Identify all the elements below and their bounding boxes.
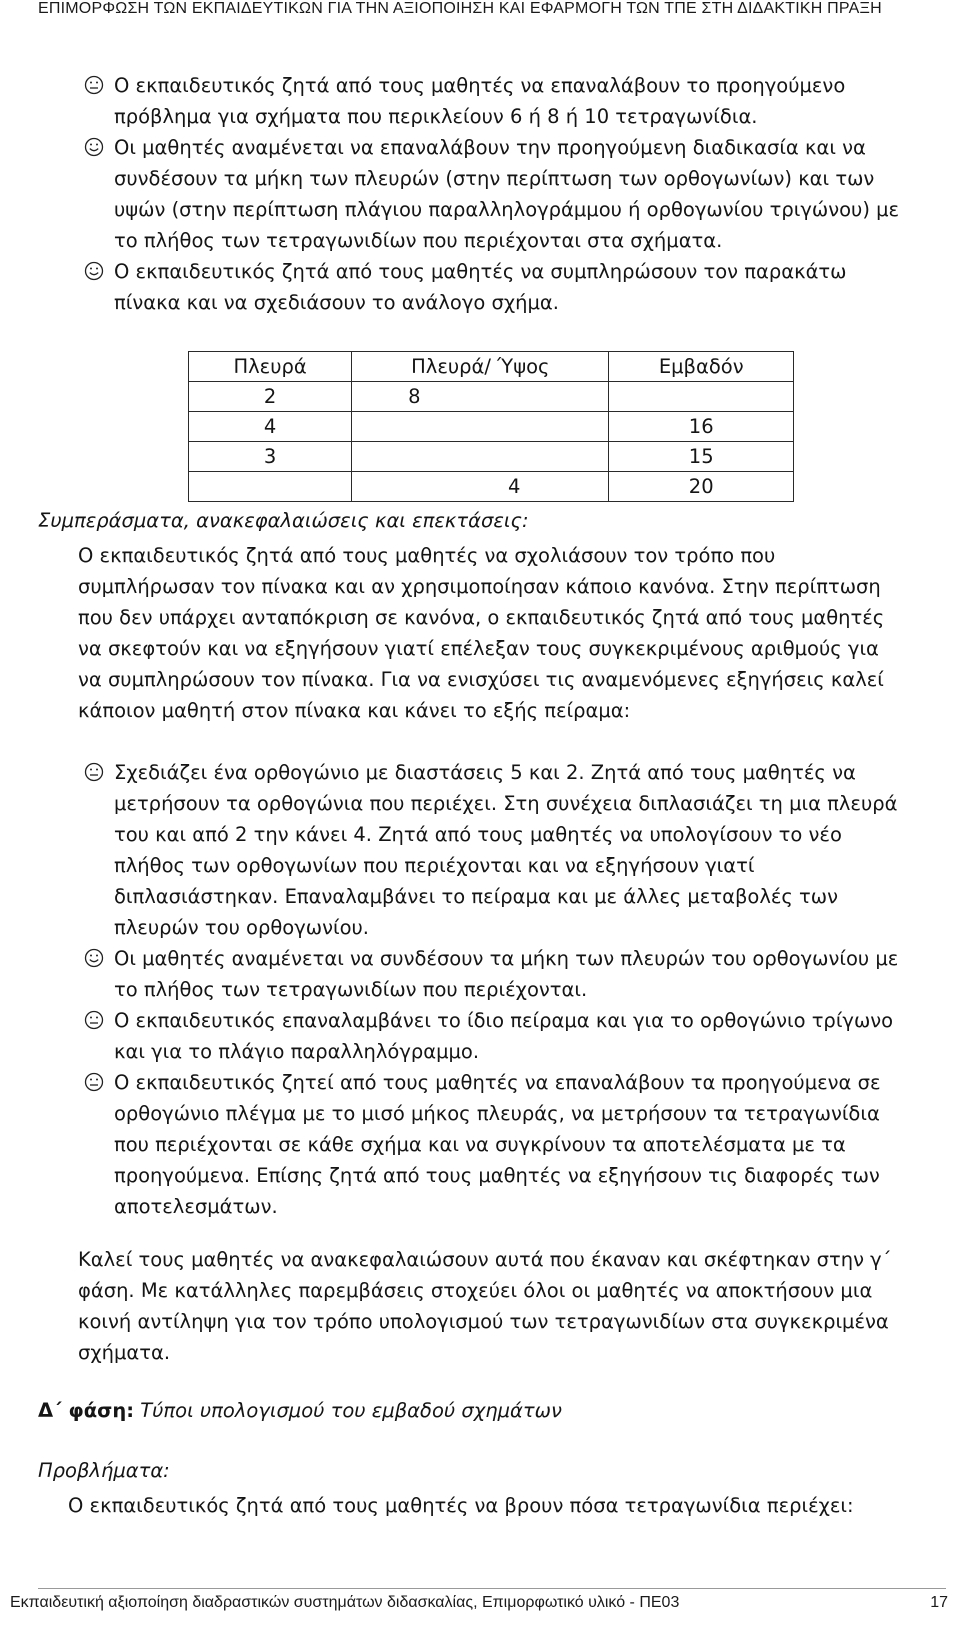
problems-heading: Προβλήματα: [38,1459,170,1482]
table-row [189,442,794,472]
neutral-face-icon [84,1072,104,1092]
table-row [189,412,794,442]
recap-paragraph: Καλεί τους μαθητές να ανακεφαλαιώσουν αυτά που έκαναν και σκέφτηκαν στην γ΄ φάση. Με κατάλληλες παρεμβάσεις στοχεύει όλοι οι μαθητές να αποκτήσουν μια κοινή αντίληψη για τον τρόπο υπολογισμού των τετραγωνιδίων στα συγκεκριμένα σχήματα. [78,1248,892,1364]
phase-title: Τύποι υπολογισμού του εμβαδού σχημάτων [140,1399,562,1422]
table-cell: 8 [352,382,609,412]
neutral-face-icon [84,1010,104,1030]
table-header-row [189,352,794,382]
bullet-item: Ο εκπαιδευτικός ζητά από τους μαθητές να συμπληρώσουν τον παρακάτω πίνακα και να σχεδιάσουν το ανάλογο σχήμα. [84,256,904,318]
smiley-face-icon [84,948,104,968]
phase-heading [38,1399,562,1422]
conclusions-heading: Συμπεράσματα, ανακεφαλαιώσεις και επεκτάσεις: [38,509,529,532]
bullet-item: Ο εκπαιδευτικός επαναλαμβάνει το ίδιο πείραμα και για το ορθογώνιο τρίγωνο και για το πλάγιο παραλληλόγραμμο. [84,1005,912,1067]
table-cell: 15 [609,442,794,472]
neutral-face-icon [84,75,104,95]
table-header-cell: Πλευρά [189,352,352,382]
table-row [189,472,794,502]
smiley-face-icon [84,137,104,157]
table-row [189,382,794,412]
bullet-item: Ο εκπαιδευτικός ζητεί από τους μαθητές να επαναλάβουν τα προηγούμενα σε ορθογώνιο πλέγμα με το μισό μήκος πλευράς, να μετρήσουν τα τετραγωνίδια που περιέχονται σε κάθε σχήμα και να συγκρίνουν τα αποτελέσματα με τα προηγούμενα. Επίσης ζητά από τους μαθητές να εξηγήσουν τις διαφορές των αποτελεσμάτων. [84,1067,912,1222]
table-cell [352,442,609,472]
table-cell: 4 [189,412,352,442]
running-header: ΕΠΙΜΟΡΦΩΣΗ ΤΩΝ ΕΚΠΑΙΔΕΥΤΙΚΩΝ ΓΙΑ ΤΗΝ ΑΞΙΟΠΟΙΗΣΗ ΚΑΙ ΕΦΑΡΜΟΓΗ ΤΩΝ ΤΠΕ ΣΤΗ ΔΙΔΑΚΤΙΚΗ ΠΡΑΞΗ [38,0,882,17]
table-header-cell: Εμβαδόν [609,352,794,382]
table-cell [352,412,609,442]
table-cell [609,382,794,412]
footer-text: Εκπαιδευτική αξιοποίηση διαδραστικών συστημάτων διδασκαλίας, Επιμορφωτικό υλικό - ΠΕ03 [10,1594,680,1611]
table-cell: 2 [189,382,352,412]
page-footer [10,1594,950,1612]
table-cell: 16 [609,412,794,442]
bullet-list-top [84,70,904,318]
phase-label: Δ΄ φάση: [38,1399,135,1422]
page-number: 17 [930,1594,948,1611]
bullet-list-bottom [84,757,912,1222]
table-cell [189,472,352,502]
bullet-item: Οι μαθητές αναμένεται να επαναλάβουν την προηγούμενη διαδικασία και να συνδέσουν τα μήκη των πλευρών (στην περίπτωση των ορθογωνίων) και των υψών (στην περίπτωση πλάγιου παραλληλογράμμου ή ορθογωνίου τριγώνου) με το πλήθος των τετραγωνιδίων που περιέχονται στα σχήματα. [84,132,904,256]
neutral-face-icon [84,762,104,782]
table-header-cell: Πλευρά/ Ύψος [352,352,609,382]
table-cell: 20 [609,472,794,502]
bullet-item: Οι μαθητές αναμένεται να συνδέσουν τα μήκη των πλευρών του ορθογωνίου με το πλήθος των τετραγωνιδίων που περιέχονται. [84,943,912,1005]
table-cell: 4 [352,472,609,502]
bullet-item: Σχεδιάζει ένα ορθογώνιο με διαστάσεις 5 και 2. Ζητά από τους μαθητές να μετρήσουν τα ορθογώνια που περιέχει. Στη συνέχεια διπλασιάζει τη μια πλευρά του και από 2 την κάνει 4. Ζητά από τους μαθητές να υπολογίσουν το νέο πλήθος των ορθογωνίων που περιέχονται και να εξηγήσουν γιατί διπλασιάστηκαν. Επαναλαμβάνει το πείραμα και με άλλες μεταβολές των πλευρών του ορθογωνίου. [84,757,912,943]
table-cell: 3 [189,442,352,472]
conclusions-paragraph: Ο εκπαιδευτικός ζητά από τους μαθητές να σχολιάσουν τον τρόπο που συμπλήρωσαν τον πίνακα και αν χρησιμοποίησαν κάποιο κανόνα. Στην περίπτωση που δεν υπάρχει ανταπόκριση σε κανόνα, ο εκπαιδευτικός ζητά από τους μαθητές να σκεφτούν και να εξηγήσουν γιατί επέλεξαν τους συγκεκριμένους αριθμούς για να συμπληρώσουν τον πίνακα. Για να ενισχύσει τις αναμενόμενες εξηγήσεις καλεί κάποιον μαθητή στον πίνακα και κάνει το εξής πείραμα: [78,544,885,722]
problems-text: Ο εκπαιδευτικός ζητά από τους μαθητές να βρουν πόσα τετραγωνίδια περιέχει: [68,1494,854,1517]
data-table [188,351,794,502]
footer-divider [38,1588,946,1589]
smiley-face-icon [84,261,104,281]
bullet-item: Ο εκπαιδευτικός ζητά από τους μαθητές να επαναλάβουν το προηγούμενο πρόβλημα για σχήματα που περικλείουν 6 ή 8 ή 10 τετραγωνίδια. [84,70,904,132]
